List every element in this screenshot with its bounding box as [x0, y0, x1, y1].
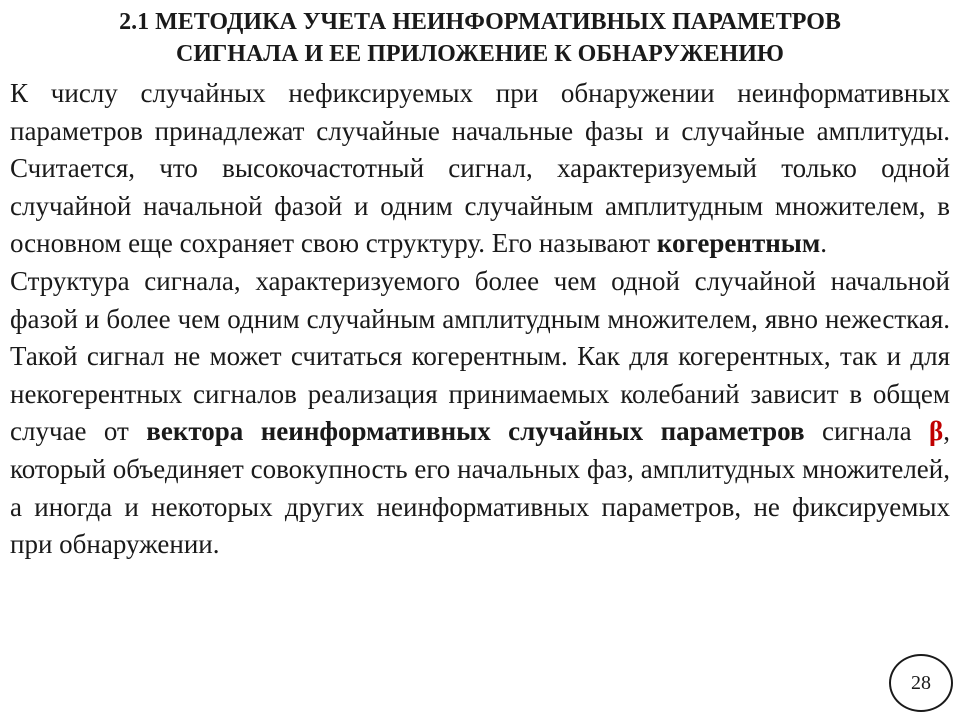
slide-body — [10, 75, 950, 564]
page-number-badge — [889, 654, 953, 712]
parameter-vector-term: вектора неинформативных случайных параметров — [146, 416, 805, 447]
paragraph-2-text-b: сигнала — [804, 416, 929, 447]
slide-title — [0, 6, 960, 70]
beta-symbol: β — [929, 416, 944, 447]
paragraph-1-text: К числу случайных нефиксируемых при обнаружении неинформативных параметров принадлежат случайные начальные фазы и случайные амплитуды. Считается, что высокочастотный сигнал, характеризуемый только одной случайной начальной фазой и одним случайным амплитудным множителем, в основном еще сохраняет свою структуру. Его называют — [10, 78, 950, 259]
title-line-1: 2.1 МЕТОДИКА УЧЕТА НЕИНФОРМАТИВНЫХ ПАРАМЕТРОВ — [119, 9, 841, 35]
page-number: 28 — [911, 671, 931, 694]
paragraph-2-text-a: Структура сигнала, характеризуемого более чем одной случайной начальной фазой и более чем одним случайным амплитудным множителем, явно нежесткая. Такой сигнал не может считаться когерентным. Как для когерентных, так и для некогерентных сигналов реализация принимаемых колебаний зависит в общем случае от — [10, 265, 950, 447]
paragraph-2-text-c: , который объединяет совокупность его начальных фаз, амплитудных множителей, а иногда и некоторых других неинформативных параметров, не фиксируемых при обнаружении. — [10, 416, 950, 560]
paragraph-2 — [10, 263, 950, 564]
coherent-term: когерентным — [656, 228, 821, 259]
paragraph-1-end: . — [820, 228, 828, 259]
title-line-2: СИГНАЛА И ЕЕ ПРИЛОЖЕНИЕ К ОБНАРУЖЕНИЮ — [176, 41, 784, 67]
paragraph-1 — [10, 75, 950, 263]
